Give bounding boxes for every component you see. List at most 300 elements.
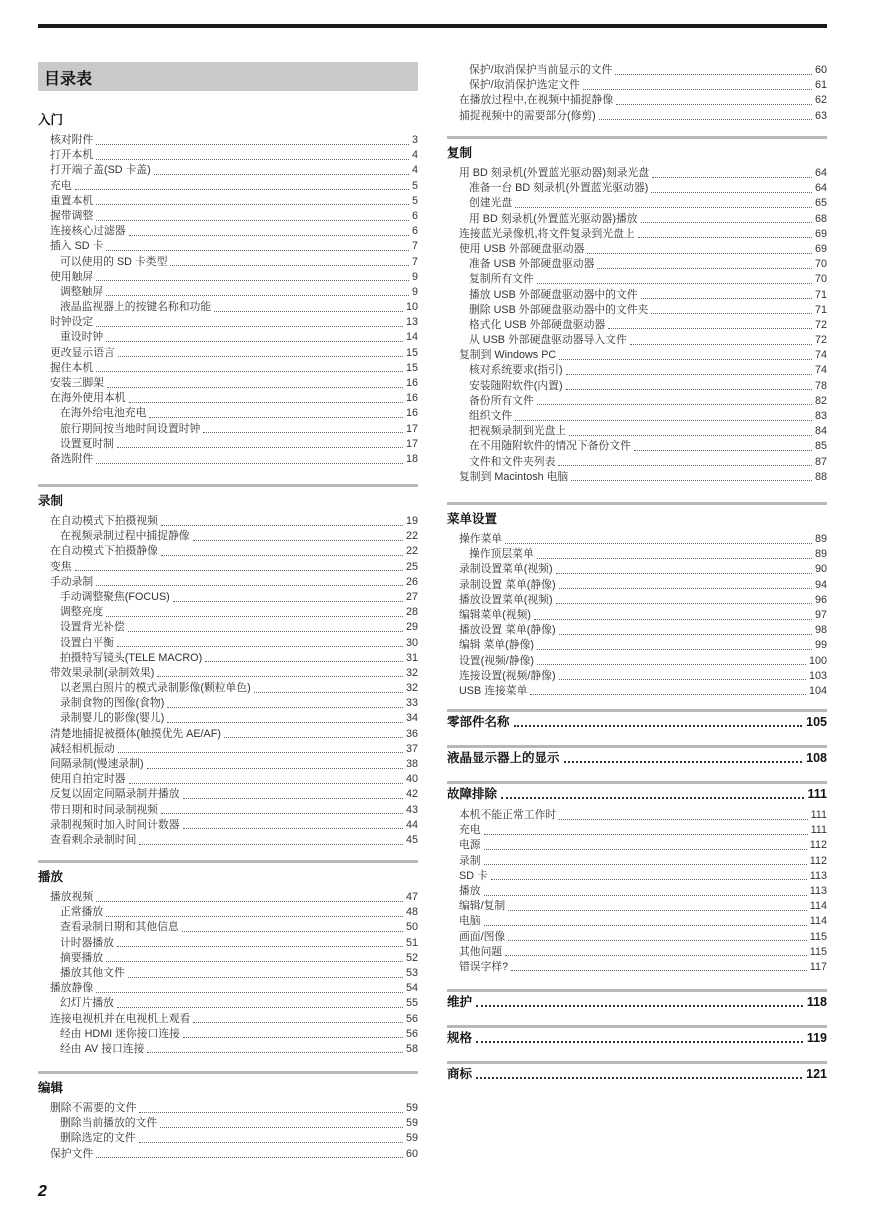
toc-entry-page: 113 [809, 884, 827, 897]
toc-entry-label: 录制 [459, 854, 481, 867]
toc-entry-label: 液晶监视器上的按键名称和功能 [60, 301, 212, 314]
toc-entry[interactable] [447, 227, 827, 242]
toc-entry[interactable] [447, 78, 827, 93]
toc-entry[interactable] [38, 981, 418, 996]
toc-entry-label: 录制设置菜单(视频) [459, 563, 553, 576]
toc-entry[interactable] [38, 224, 418, 239]
toc-entry-label: 删除 USB 外部硬盘驱动器中的文件夹 [469, 303, 649, 316]
section-menu [447, 502, 827, 699]
dot-leader [556, 594, 812, 604]
dot-leader [117, 937, 403, 947]
toc-entry[interactable] [447, 838, 827, 853]
toc-entry-page: 15 [405, 346, 418, 359]
toc-entry-page: 45 [405, 833, 418, 846]
toc-entries [38, 890, 418, 1057]
dot-leader [491, 870, 807, 880]
toc-entry-label: 充电 [50, 179, 72, 192]
toc-entry[interactable] [447, 394, 827, 409]
toc-entry-page: 83 [814, 410, 827, 422]
toc-entry[interactable] [447, 930, 827, 945]
toc-entry-page: 84 [814, 425, 827, 438]
toc-entry[interactable] [38, 818, 418, 833]
toc-entry[interactable] [447, 914, 827, 929]
dot-leader [559, 670, 806, 680]
dot-leader [173, 592, 403, 602]
toc-entry-page: 99 [814, 639, 827, 652]
dot-leader [224, 728, 403, 738]
toc-entry-page: 16 [405, 392, 418, 405]
toc-entry[interactable] [38, 330, 418, 345]
dot-leader [147, 759, 403, 769]
toc-entry[interactable] [38, 148, 418, 163]
toc-entry-lcd[interactable] [447, 748, 827, 768]
toc-entry[interactable] [38, 315, 418, 330]
toc-entry[interactable] [447, 623, 827, 638]
toc-entry-label: 播放 USB 外部硬盘驱动器中的文件 [469, 288, 638, 301]
dot-leader [634, 441, 812, 451]
toc-entry-label: 使用 USB 外部硬盘驱动器 [459, 242, 585, 255]
toc-entry[interactable] [38, 681, 418, 696]
toc-entry-label: 备份所有文件 [469, 394, 534, 407]
toc-entry-label: 查看剩余录制时间 [50, 833, 137, 846]
toc-entry[interactable] [447, 303, 827, 318]
toc-entry[interactable] [447, 288, 827, 303]
dot-leader [641, 213, 812, 223]
section-title: 复制 [447, 146, 473, 160]
toc-entry-page: 32 [405, 666, 418, 679]
toc-entry-label: 可以使用的 SD 卡类型 [60, 255, 168, 268]
toc-entry-specs[interactable] [447, 1028, 827, 1048]
toc-entry[interactable] [38, 772, 418, 787]
toc-entry-page: 36 [405, 727, 418, 740]
toc-entry-page: 88 [814, 470, 827, 483]
toc-entry-label: 经由 HDMI 迷你接口连接 [60, 1027, 180, 1040]
dot-leader [106, 332, 403, 342]
toc-entry[interactable] [447, 547, 827, 562]
toc-entry[interactable] [38, 376, 418, 391]
toc-entry[interactable] [447, 439, 827, 454]
dot-leader [96, 454, 403, 464]
toc-entry[interactable] [38, 270, 418, 285]
toc-entry-page: 54 [405, 982, 418, 995]
toc-entry-label: 编辑菜单(视频) [459, 608, 531, 621]
toc-entry-trademarks[interactable] [447, 1064, 827, 1084]
toc-entry-label: 录制设置 菜单(静像) [459, 578, 556, 591]
toc-entry[interactable] [38, 437, 418, 452]
toc-entry-label: 摘要播放 [60, 951, 104, 964]
dot-leader [149, 408, 403, 418]
dot-leader [96, 892, 403, 902]
toc-entry-page: 43 [405, 803, 418, 816]
toc-entry[interactable] [447, 945, 827, 960]
toc-entry-page: 26 [405, 575, 418, 588]
dot-leader [96, 195, 409, 205]
section-title: 维护 [447, 995, 473, 1009]
dot-leader [147, 1043, 403, 1053]
toc-entry-label: 用 BD 刻录机(外置蓝光驱动器)刻录光盘 [459, 167, 650, 179]
toc-entry[interactable] [447, 669, 827, 684]
toc-entry-page: 44 [405, 818, 418, 831]
toc-entry-label: 核对附件 [50, 134, 94, 146]
toc-entry-label: 操作菜单 [459, 533, 503, 545]
dot-leader [515, 198, 812, 208]
toc-entry-label: 设置白平衡 [60, 636, 114, 649]
toc-entry-label: 创建光盘 [469, 197, 513, 210]
toc-entry-page: 17 [405, 422, 418, 435]
toc-entry-page: 98 [814, 624, 827, 637]
dot-leader [559, 579, 812, 589]
toc-entry-page: 51 [405, 936, 418, 949]
dot-leader [117, 998, 403, 1008]
toc-entry[interactable] [447, 166, 827, 181]
toc-entry-label: 保护/取消保护选定文件 [469, 79, 580, 92]
toc-entry[interactable] [38, 920, 418, 935]
toc-entry[interactable] [447, 212, 827, 227]
dot-leader [638, 228, 812, 238]
toc-entry-trouble[interactable] [447, 784, 827, 804]
toc-entry[interactable] [38, 905, 418, 920]
toc-entry[interactable] [38, 605, 418, 620]
toc-entry-page: 14 [405, 331, 418, 344]
toc-entry-page: 32 [405, 682, 418, 695]
dot-leader [75, 180, 409, 190]
dot-leader [139, 1133, 403, 1143]
toc-entry-page: 58 [405, 1042, 418, 1055]
toc-entry[interactable] [38, 620, 418, 635]
toc-entry-page: 59 [405, 1117, 418, 1130]
toc-entry[interactable] [447, 63, 827, 78]
toc-entry[interactable] [447, 608, 827, 623]
toc-entry[interactable] [38, 833, 418, 848]
toc-entry-maintenance[interactable] [447, 992, 827, 1012]
toc-entry[interactable] [447, 424, 827, 439]
toc-entry-page: 117 [809, 960, 827, 973]
toc-entry[interactable] [38, 996, 418, 1011]
toc-entry-page: 28 [405, 606, 418, 619]
toc-entry-label: 安装三脚架 [50, 377, 104, 389]
dot-leader [608, 319, 812, 329]
toc-entry-label: 把视频录制到光盘上 [469, 425, 567, 438]
toc-entry-page: 7 [411, 240, 418, 253]
dot-leader [96, 271, 409, 281]
dot-leader [117, 637, 403, 647]
toc-entry[interactable] [38, 422, 418, 437]
toc-entry[interactable] [38, 560, 418, 575]
toc-entry-label: 其他问题 [459, 945, 503, 958]
toc-entry-page: 64 [814, 182, 827, 195]
dot-leader [583, 80, 812, 90]
toc-entry[interactable] [38, 742, 418, 757]
toc-entry-label: 画面/图像 [459, 930, 506, 943]
toc-entry[interactable] [447, 181, 827, 196]
toc-title-bar [38, 62, 418, 91]
toc-entry[interactable] [447, 869, 827, 884]
toc-entry[interactable] [447, 242, 827, 257]
toc-entry-page: 115 [809, 945, 827, 958]
section-record [38, 484, 418, 848]
toc-entry[interactable] [38, 803, 418, 818]
toc-entry-page: 114 [809, 915, 827, 928]
toc-entry[interactable] [38, 951, 418, 966]
toc-entry[interactable] [38, 544, 418, 559]
toc-entry-label: 删除不需要的文件 [50, 1102, 137, 1114]
toc-entry[interactable] [447, 823, 827, 838]
dot-leader [96, 983, 403, 993]
section-page: 105 [806, 715, 827, 729]
toc-entry[interactable] [38, 346, 418, 361]
dot-leader [254, 683, 403, 693]
toc-entry[interactable] [38, 1012, 418, 1027]
toc-entry[interactable] [447, 257, 827, 272]
toc-entry-label: 准备 USB 外部硬盘驱动器 [469, 258, 595, 271]
toc-entry-label: 在自动模式下拍摄静像 [50, 545, 158, 558]
toc-entry[interactable] [38, 966, 418, 981]
dot-leader [530, 685, 806, 695]
toc-entry[interactable] [38, 787, 418, 802]
dot-leader [161, 804, 403, 814]
dot-leader [476, 1031, 803, 1043]
toc-entry-page: 63 [814, 109, 827, 122]
toc-entry-page: 31 [405, 651, 418, 664]
dot-leader [505, 946, 807, 956]
dot-leader [537, 640, 812, 650]
toc-entry-page: 7 [411, 255, 418, 268]
toc-entry-label: 设置(视频/静像) [459, 654, 534, 667]
toc-entry-label: 连接设置(视频/静像) [459, 669, 556, 682]
toc-entry-page: 72 [814, 334, 827, 347]
dot-leader [75, 561, 403, 571]
toc-entry[interactable] [38, 757, 418, 772]
section-title: 播放 [38, 870, 64, 884]
toc-entry-label: 减轻相机振动 [50, 742, 115, 755]
toc-entry[interactable] [38, 936, 418, 951]
toc-entry[interactable] [447, 93, 827, 108]
page-title: 目录表 [44, 71, 93, 88]
toc-entry[interactable] [38, 1116, 418, 1131]
toc-entry[interactable] [447, 684, 827, 699]
toc-entry[interactable] [38, 1101, 418, 1116]
toc-entry-page: 74 [814, 364, 827, 377]
toc-entry-label: SD 卡 [459, 869, 488, 882]
toc-entry-page: 68 [814, 212, 827, 225]
toc-entry-label: 正常播放 [60, 906, 104, 919]
toc-entry[interactable] [38, 300, 418, 315]
toc-entry[interactable] [447, 532, 827, 547]
toc-entry-page: 4 [411, 149, 418, 162]
dot-leader [484, 840, 807, 850]
toc-entry[interactable] [38, 711, 418, 726]
toc-entry-page: 94 [814, 578, 827, 591]
dot-leader [193, 1013, 403, 1023]
section-rule [447, 136, 827, 139]
section-rule [38, 484, 418, 487]
toc-entry-page: 69 [814, 242, 827, 255]
toc-entry[interactable] [38, 575, 418, 590]
toc-entry[interactable] [38, 391, 418, 406]
section-intro [38, 110, 418, 467]
dot-leader [96, 211, 409, 221]
toc-entry[interactable] [38, 1131, 418, 1146]
toc-entry[interactable] [447, 379, 827, 394]
toc-entry[interactable] [38, 590, 418, 605]
toc-entry-label: 录制婴儿的影像(婴儿) [60, 712, 165, 725]
toc-entry-page: 40 [405, 773, 418, 786]
toc-entry[interactable] [447, 578, 827, 593]
toc-entry-label: 在播放过程中,在视频中捕捉静像 [459, 94, 614, 107]
toc-entry-label: 手动调整聚焦(FOCUS) [60, 590, 170, 603]
toc-entry-page: 37 [405, 742, 418, 755]
toc-entry-page: 19 [405, 515, 418, 527]
toc-entry[interactable] [38, 179, 418, 194]
toc-entry[interactable] [447, 363, 827, 378]
toc-entry[interactable] [38, 890, 418, 905]
toc-entry[interactable] [38, 514, 418, 529]
toc-entry-label: 重设时钟 [60, 331, 104, 344]
dot-leader [183, 789, 403, 799]
toc-entry-page: 38 [405, 758, 418, 770]
toc-entry-page: 53 [405, 966, 418, 979]
section-page: 118 [806, 995, 827, 1009]
toc-entry[interactable] [447, 960, 827, 975]
toc-entry-label: 备选附件 [50, 452, 94, 465]
toc-entry[interactable] [38, 163, 418, 178]
toc-entry[interactable] [38, 255, 418, 270]
toc-entry[interactable] [38, 1147, 418, 1162]
dot-leader [139, 835, 403, 845]
toc-entry-page: 29 [405, 621, 418, 634]
toc-entry-label: 播放 [459, 884, 481, 897]
toc-entry-page: 89 [814, 548, 827, 561]
toc-entry-page: 50 [405, 921, 418, 934]
dot-leader [183, 1028, 403, 1038]
toc-entry-page: 104 [808, 684, 827, 697]
toc-entry[interactable] [38, 727, 418, 742]
toc-entry-page: 56 [405, 1012, 418, 1025]
toc-entry-label: 打开端子盖(SD 卡盖) [50, 164, 151, 177]
dot-leader [106, 607, 403, 617]
toc-entry[interactable] [38, 666, 418, 681]
toc-entry[interactable] [447, 272, 827, 287]
toc-entry[interactable] [447, 562, 827, 577]
toc-entry-label: 计时器播放 [60, 936, 114, 949]
toc-entry-label: 复制所有文件 [469, 273, 534, 286]
dot-leader [559, 625, 812, 635]
toc-entry-label: 握带调整 [50, 209, 94, 222]
dot-leader [203, 423, 403, 433]
dot-leader [537, 549, 812, 559]
section-lcd [447, 745, 827, 768]
toc-entry-label: 带日期和时间录制视频 [50, 803, 158, 816]
toc-entries [447, 63, 827, 124]
toc-entry-label: 带效果录制(录制效果) [50, 666, 155, 679]
toc-entry[interactable] [38, 133, 418, 148]
toc-entry-page: 70 [814, 258, 827, 271]
toc-entry-label: 插入 SD 卡 [50, 240, 104, 253]
toc-entry[interactable] [38, 239, 418, 254]
section-title: 商标 [447, 1067, 473, 1081]
toc-entry-label: 调整亮度 [60, 606, 104, 619]
toc-entry[interactable] [38, 636, 418, 651]
dot-leader [501, 787, 804, 799]
toc-entry[interactable] [38, 361, 418, 376]
dot-leader [118, 743, 403, 753]
toc-entry-label: 经由 AV 接口连接 [60, 1042, 145, 1055]
toc-entry-label: 时钟设定 [50, 316, 94, 329]
section-trouble [447, 781, 827, 975]
toc-entry[interactable] [447, 196, 827, 211]
toc-entry[interactable] [447, 109, 827, 124]
toc-entry[interactable] [38, 1042, 418, 1057]
toc-entry[interactable] [447, 884, 827, 899]
toc-entry-page: 9 [411, 270, 418, 283]
toc-entry-label: 清楚地捕捉被摄体(触摸优先 AE/AF) [50, 727, 221, 740]
section-trademarks [447, 1061, 827, 1084]
toc-entry[interactable] [447, 348, 827, 363]
toc-entry-page: 59 [405, 1102, 418, 1114]
toc-entry[interactable] [447, 638, 827, 653]
dot-leader [96, 317, 403, 327]
toc-entry-label: 以老黑白照片的模式录制影像(颗粒单色) [60, 682, 251, 695]
toc-entry-label: 在不用随附软件的情况下备份文件 [469, 440, 631, 453]
toc-entry[interactable] [447, 854, 827, 869]
toc-entry-label: 编辑 菜单(静像) [459, 639, 534, 652]
toc-entry-page: 4 [411, 164, 418, 177]
toc-entry[interactable] [38, 696, 418, 711]
section-title: 液晶显示器上的显示 [447, 751, 560, 765]
dot-leader [566, 380, 812, 390]
toc-entry-label: 反复以固定间隔录制并播放 [50, 788, 180, 801]
toc-entry[interactable] [447, 409, 827, 424]
dot-leader [129, 774, 403, 784]
toc-entry[interactable] [447, 899, 827, 914]
dot-leader [96, 150, 409, 160]
toc-entry[interactable] [447, 318, 827, 333]
toc-entry-parts[interactable] [447, 712, 827, 732]
dot-leader [128, 968, 403, 978]
toc-entry[interactable] [447, 333, 827, 348]
dot-leader [511, 961, 807, 971]
toc-entry[interactable] [447, 470, 827, 485]
toc-entry[interactable] [38, 406, 418, 421]
toc-entry-label: 录制食物的图像(食物) [60, 697, 165, 710]
toc-entry[interactable] [447, 455, 827, 470]
toc-entry[interactable] [38, 1027, 418, 1042]
toc-entry-label: USB 连接菜单 [459, 684, 528, 697]
toc-entry[interactable] [447, 654, 827, 669]
dot-leader [571, 471, 812, 481]
toc-entry[interactable] [38, 651, 418, 666]
toc-entry-page: 64 [814, 167, 827, 179]
toc-entry[interactable] [38, 209, 418, 224]
dot-leader [559, 810, 807, 820]
toc-entry-page: 90 [814, 563, 827, 576]
toc-entry[interactable] [38, 452, 418, 467]
toc-entry[interactable] [38, 285, 418, 300]
toc-entry-label: 设置背光补偿 [60, 621, 125, 634]
dot-leader [154, 165, 409, 175]
toc-entry[interactable] [447, 593, 827, 608]
section-title: 故障排除 [447, 787, 498, 801]
section-title: 规格 [447, 1031, 473, 1045]
dot-leader [96, 135, 409, 145]
toc-entry[interactable] [447, 808, 827, 823]
toc-entry-label: 编辑/复制 [459, 900, 506, 913]
toc-entry-label: 打开本机 [50, 149, 94, 162]
dot-leader [96, 362, 403, 372]
dot-leader [205, 652, 403, 662]
toc-entry[interactable] [38, 194, 418, 209]
toc-entry[interactable] [38, 529, 418, 544]
